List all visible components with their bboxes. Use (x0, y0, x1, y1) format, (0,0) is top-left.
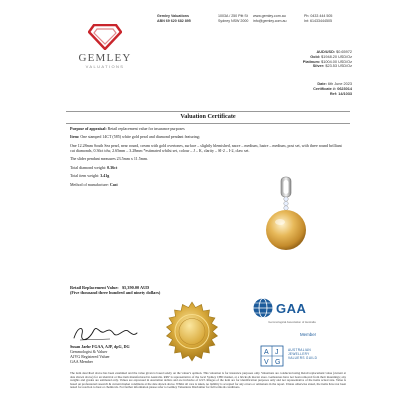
manufacture-line: Method of manufacture: Cast (70, 181, 118, 187)
purpose-line: Purpose of appraisal: Retail replacement value for insurance purposes (70, 126, 185, 131)
contact-phone (304, 14, 332, 23)
diamond-weight-line: Total diamond weight: 0.36ct (70, 164, 118, 170)
svg-text:G: G (275, 359, 281, 366)
company-abn: ABN 69 620 682 895 (157, 18, 191, 23)
certificate-date: Date: 6th June 2023 (317, 82, 352, 86)
contact-address (218, 14, 248, 23)
contact-web (253, 14, 287, 23)
signer-title: Gemmologist & Valuer (70, 348, 108, 354)
rate-platinum: Platinum: $1004.00 USD/Oz (302, 59, 352, 64)
brand-logo (70, 24, 140, 69)
address-line-2: Sydney NSW 2000 (218, 18, 249, 23)
signer-membership: GAA Member (70, 358, 93, 364)
item-description: One 12.28mm South Sea pearl, near round, cream with gold overtones, surface – slightly blemished, nacre – medium, lustre – medium, post set, with three round brilliant cut diamonds, 0.36ct tdw, 2.65mm – 3.28mm *estimated whilst set, colour – J – K, clarity – SI-2 – I-2, claw set. (70, 142, 342, 153)
pearl-pendant-image (262, 175, 310, 255)
certificate-number: Certificate #: 0623014 (313, 86, 352, 91)
gaa-badge (252, 297, 332, 324)
member-label: Member (300, 332, 317, 337)
gaa-subtitle: Gemmological Association of Australia (268, 320, 316, 324)
svg-text:J: J (275, 349, 279, 356)
rate-silver: Silver: $23.53 USD/Oz (312, 64, 352, 69)
svg-text:V: V (264, 359, 269, 366)
metal-rates (303, 50, 352, 69)
rate-aud-usd: AUD/USD: $0.65972 (316, 50, 352, 54)
page-title: Valuation Certificate (180, 113, 236, 120)
item-line: Item: One stamped 14CT (585) white gold pearl and diamond pendant featuring; (70, 134, 201, 140)
retail-value-label: Retail Replacement Value: (70, 285, 119, 290)
disclaimer-footer: The item described above has been examined and the value given is based solely on the valuer's opinion. This valuation is for insurance purposes only. Valuations are conducted using Retail replacement value (current at date shown above) for an identical or like item manufactured in Australia. RRV is representative of the local Sydney CBD market, at a bricks & mortar store. Gemstones have not been removed from their mountings; any weights and grades are estimated only. Values are expressed in Australian dollars and are inclusive of GST. Images of the item are for identification purposes only and not representative of the items actual size. Value is based on professional research & current market conditions at the date shown above. Whilst all care is taken, no liability is accepted for any errors or omissions in the report. Unless otherwise stated, the items have not been tested for reaction to heat or chemicals. For further information please refer to Gemley Valuations Disclaimer for full terms & conditions. (70, 371, 346, 390)
globe-icon (252, 297, 274, 319)
measurement-line: The slider pendant measures 23.5mm x 11.5mm. (70, 156, 148, 162)
header (60, 10, 356, 106)
signer-registration: AJVG Registered Valuer (70, 353, 110, 359)
ajvg-badge (260, 345, 346, 365)
gold-seal-icon (160, 300, 224, 364)
intl-phone-number: Int: 61433444505 (304, 18, 332, 23)
rate-gold: Gold: $1948.20 USD/Oz (310, 54, 352, 59)
phone-number: Ph: 0433 444 505 (304, 14, 333, 18)
ajvg-logo-icon (260, 345, 284, 367)
certificate-ref: Ref: 14/1033 (329, 91, 352, 96)
contact-company (157, 14, 191, 23)
signer-name: Susan Jaehr FGAA, AJP, dpG, DG (70, 344, 130, 349)
website-link[interactable]: www.gemley.com.au (253, 14, 286, 18)
certificate-meta (313, 82, 352, 96)
company-name: Gemley Valuations (157, 14, 189, 18)
signature-image (70, 322, 140, 344)
item-weight-line: Total item weight: 3.41g (70, 173, 110, 179)
divider (66, 123, 350, 124)
svg-text:A: A (264, 349, 269, 356)
brand-name: GEMLEY (78, 52, 132, 64)
signer-block (70, 345, 130, 365)
retail-value-words: (Five thousand three hundred and ninety dollars) (70, 290, 161, 296)
brand-subtitle: VALUATIONS (85, 64, 125, 69)
gaa-name: GAA (276, 300, 307, 316)
retail-value-amount: $5,390.00 AUD (121, 285, 150, 290)
diamond-logo-icon (88, 24, 122, 50)
email-link[interactable]: info@gemley.com.au (253, 18, 287, 23)
certificate-page (60, 10, 356, 406)
retail-value (70, 285, 160, 296)
ajvg-name: AUSTRALIAN JEWELLERY VALUERS GUILD (288, 348, 318, 360)
address-line-1: 1003A / 250 Pitt St (218, 14, 248, 18)
divider (66, 111, 350, 112)
